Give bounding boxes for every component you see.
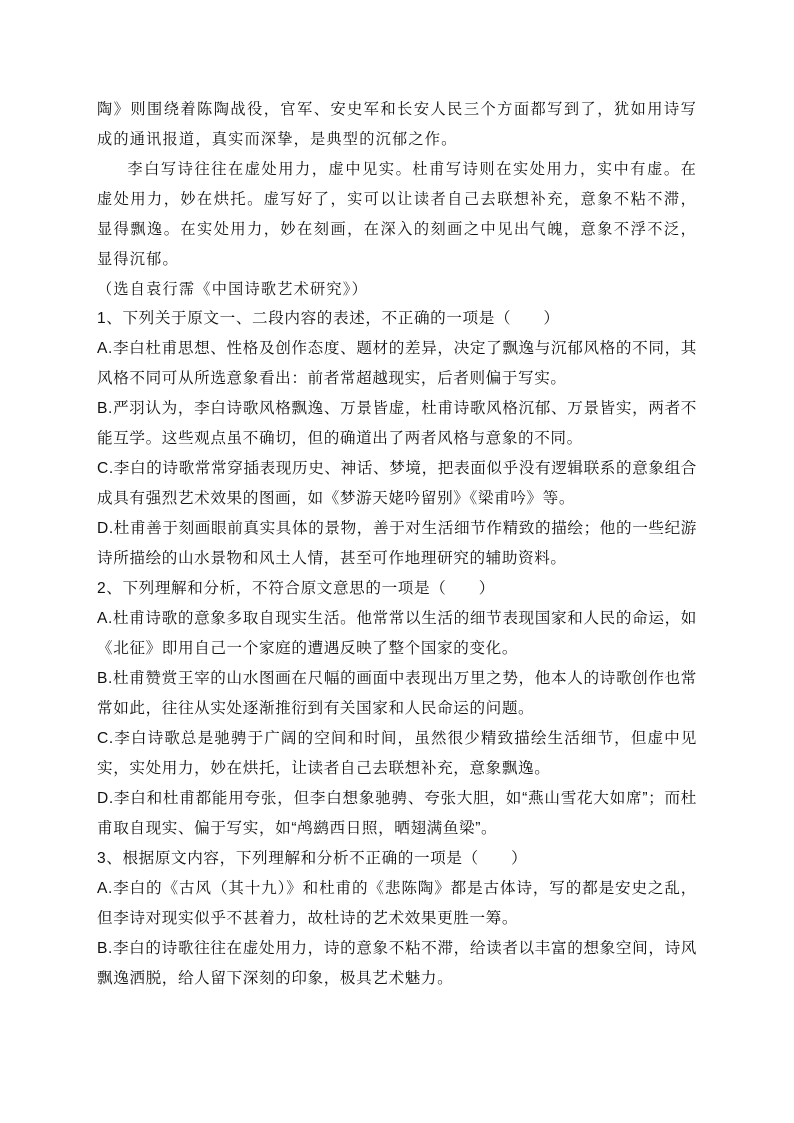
document-page — [97, 94, 697, 994]
option-b: B.严羽认为，李白诗歌风格飘逸、万景皆虚，杜甫诗歌风格沉郁、万景皆实，两者不能互学。这些观点虽不确切，但的确道出了两者风格与意象的不同。 — [97, 400, 697, 447]
question-3 — [97, 844, 697, 994]
option-b: B.李白的诗歌往往在虚处用力，诗的意象不粘不滞，给读者以丰富的想象空间，诗风飘逸洒脱，给人留下深刻的印象，极具艺术魅力。 — [97, 940, 697, 987]
option-c: C.李白诗歌总是驰骋于广阔的空间和时间，虽然很少精致描绘生活细节，但虚中见实，实处用力，妙在烘托，让读者自己去联想补充，意象飘逸。 — [97, 730, 697, 777]
question-2 — [97, 574, 697, 844]
option-a: A.李白的《古风（其十九）》和杜甫的《悲陈陶》都是古体诗，写的都是安史之乱，但李诗对现实似乎不甚着力，故杜诗的艺术效果更胜一筹。 — [97, 880, 697, 927]
passage-paragraph: 陶》则围绕着陈陶战役，官军、安史军和长安人民三个方面都写到了，犹如用诗写成的通讯报道，真实而深挚，是典型的沉郁之作。 — [97, 100, 697, 148]
option-d: D.李白和杜甫都能用夸张，但李白想象驰骋、夸张大胆，如“燕山雪花大如席”；而杜甫取自现实、偏于写实，如“鸬鹚西日照，晒翅满鱼梁”。 — [97, 790, 697, 837]
passage-paragraph: 李白写诗往往在虚处用力，虚中见实。杜甫写诗则在实处用力，实中有虚。在虚处用力，妙在烘托。虚写好了，实可以让读者自己去联想补充，意象不粘不滞，显得飘逸。在实处用力，妙在刻画，在深入的刻画之中见出气魄，意象不浮不泛，显得沉郁。 — [97, 160, 697, 268]
option-c: C.李白的诗歌常常穿插表现历史、神话、梦境，把表面似乎没有逻辑联系的意象组合成具有强烈艺术效果的图画，如《梦游天姥吟留别》《梁甫吟》等。 — [97, 460, 697, 507]
option-a: A.杜甫诗歌的意象多取自现实生活。他常常以生活的细节表现国家和人民的命运，如《北征》即用自己一个家庭的遭遇反映了整个国家的变化。 — [97, 610, 697, 657]
source-citation: （选自袁行霈《中国诗歌艺术研究》） — [97, 280, 368, 298]
question-stem: 2、下列理解和分析，不符合原文意思的一项是（ ） — [97, 580, 495, 597]
question-list — [97, 304, 697, 994]
option-d: D.杜甫善于刻画眼前真实具体的景物，善于对生活细节作精致的描绘；他的一些纪游诗所描绘的山水景物和风土人情，甚至可作地理研究的辅助资料。 — [97, 520, 697, 567]
question-stem: 3、根据原文内容，下列理解和分析不正确的一项是（ ） — [97, 850, 528, 867]
option-b: B.杜甫赞赏王宰的山水图画在尺幅的画面中表现出万里之势，他本人的诗歌创作也常常如此，往往从实处逐渐推衍到有关国家和人民命运的问题。 — [97, 670, 697, 717]
question-stem: 1、下列关于原文一、二段内容的表述，不正确的一项是（ ） — [97, 310, 560, 327]
question-1 — [97, 304, 697, 574]
option-a: A.李白杜甫思想、性格及创作态度、题材的差异，决定了飘逸与沉郁风格的不同，其风格不同可从所选意象看出：前者常超越现实，后者则偏于写实。 — [97, 340, 697, 387]
reading-passage — [97, 94, 697, 304]
